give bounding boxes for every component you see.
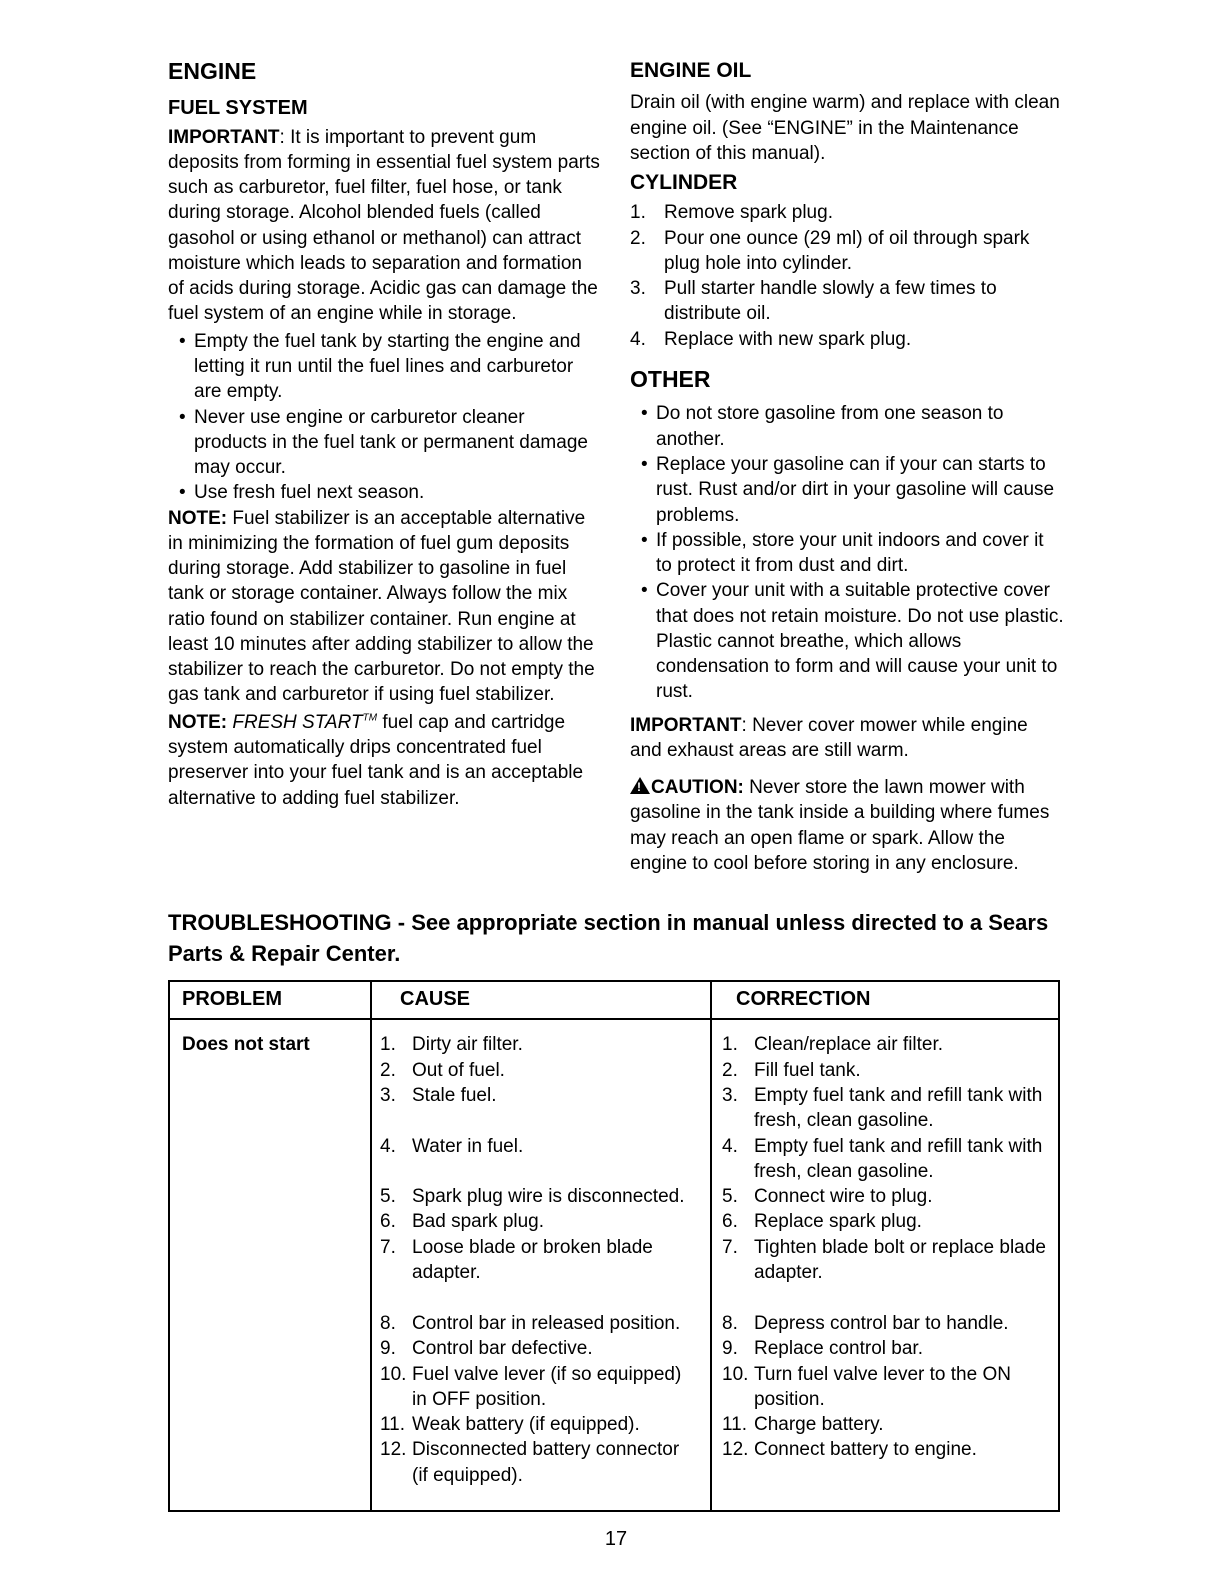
correction-number: 9.: [722, 1338, 738, 1360]
correction-text: Turn fuel valve lever to the ON position.: [754, 1363, 1011, 1410]
correction-number: 1.: [722, 1034, 738, 1056]
header-cause: CAUSE: [400, 987, 471, 1010]
important-paragraph-right: [630, 713, 1064, 764]
caution-paragraph: [630, 775, 1064, 876]
left-column: [168, 58, 602, 878]
cause-text: Out of fuel.: [412, 1059, 505, 1081]
cylinder-step-4: [630, 327, 1064, 352]
correction-text: Replace spark plug.: [754, 1211, 922, 1233]
cause-number: 9.: [380, 1338, 396, 1360]
table-row: [370, 1184, 1058, 1209]
cause-text: Disconnected battery connector (if equipped).: [412, 1439, 680, 1486]
bullet-icon: •: [641, 403, 648, 425]
correction-text: Replace control bar.: [754, 1338, 923, 1360]
header-correction: CORRECTION: [736, 987, 871, 1010]
bullet-icon: •: [179, 482, 186, 504]
bullet-text: Never use engine or carburetor cleaner products in the fuel tank or permanent damage may occur.: [194, 406, 588, 479]
bullet-icon: •: [641, 454, 648, 476]
note2-label: NOTE:: [168, 711, 228, 733]
step-text: Pull starter handle slowly a few times to distribute oil.: [664, 278, 997, 325]
bullet-text: Replace your gasoline can if your can starts to rust. Rust and/or dirt in your gasoline will cause problems.: [656, 454, 1055, 526]
fuel-bullet-2: [168, 405, 602, 481]
caution-triangle-icon: [630, 777, 650, 794]
correction-number: 12.: [722, 1439, 749, 1461]
correction-text: Clean/replace air filter.: [754, 1034, 944, 1056]
two-column-layout: [168, 58, 1064, 878]
cause-text: Control bar defective.: [412, 1338, 593, 1360]
table-row: [370, 1083, 1058, 1134]
note1-text: Fuel stabilizer is an acceptable alternative in minimizing the formation of fuel gum deposits during storage. Add stabilizer to gasoline in fuel tank or storage container. Always follow the mix ratio found on stabilizer container. Run engine at least 10 minutes after adding stabilizer to allow the stabilizer to reach the carburetor. Do not empty the gas tank and carburetor if using fuel stabilizer.: [168, 507, 595, 706]
cause-number: 11.: [380, 1414, 406, 1436]
other-bullet-3: [630, 528, 1064, 579]
header-problem: PROBLEM: [182, 987, 282, 1010]
correction-number: 5.: [722, 1186, 738, 1208]
table-header-row: [170, 982, 1058, 1021]
table-row: [370, 1235, 1058, 1286]
correction-number: 7.: [722, 1236, 738, 1258]
table-row: [370, 1362, 1058, 1413]
correction-text: Empty fuel tank and refill tank with fresh, clean gasoline.: [754, 1084, 1043, 1132]
cause-text: Water in fuel.: [412, 1135, 524, 1157]
cause-text: Spark plug wire is disconnected.: [412, 1186, 685, 1208]
troubleshooting-table: [168, 980, 1060, 1512]
note2-text: fuel cap and cartridge system automatically drips concentrated fuel preserver into your fuel tank and is an acceptable alternative to adding fuel stabilizer.: [168, 711, 584, 809]
correction-text: Tighten blade bolt or replace blade adapter.: [754, 1236, 1046, 1283]
cause-number: 6.: [380, 1211, 396, 1233]
other-bullet-1: [630, 401, 1064, 452]
cause-number: 5.: [380, 1186, 396, 1208]
important-label: IMPORTANT: [630, 714, 742, 736]
bullet-text: If possible, store your unit indoors and cover it to protect it from dust and dirt.: [656, 529, 1044, 577]
cause-text: Weak battery (if equipped).: [412, 1414, 640, 1436]
bullet-text: Cover your unit with a suitable protective cover that does not retain moisture. Do not use plastic. Plastic cannot breathe, which allows condensation to form and will cause your unit to rust.: [656, 580, 1064, 703]
cause-text: Fuel valve lever (if so equipped) in OFF position.: [412, 1363, 682, 1410]
fuel-bullet-3: [168, 480, 602, 505]
table-row: [370, 1311, 1058, 1336]
problem-cell: Does not start: [182, 1034, 310, 1056]
note1-label: NOTE:: [168, 507, 228, 529]
cause-number: 7.: [380, 1236, 396, 1258]
bullet-icon: •: [641, 580, 648, 602]
important-label: IMPORTANT: [168, 126, 280, 148]
right-column: [630, 58, 1064, 878]
caution-label: CAUTION:: [651, 777, 744, 799]
cause-correction-rows: [370, 1032, 1058, 1488]
engine-oil-heading: ENGINE OIL: [630, 59, 752, 82]
bullet-icon: •: [179, 406, 186, 428]
other-bullet-2: [630, 452, 1064, 528]
fuel-system-heading: FUEL SYSTEM: [168, 96, 308, 119]
table-row: [370, 1134, 1058, 1185]
bullet-icon: •: [179, 330, 186, 352]
step-number: 2.: [630, 227, 646, 249]
trademark-symbol: TM: [362, 712, 378, 724]
table-row: [370, 1058, 1058, 1083]
correction-text: Connect wire to plug.: [754, 1186, 933, 1208]
important-text: : Never cover mower while engine and exhaust areas are still warm.: [630, 714, 1028, 761]
correction-number: 8.: [722, 1313, 738, 1335]
table-row: [370, 1412, 1058, 1437]
table-divider: [370, 982, 372, 1510]
cause-number: 1.: [380, 1034, 396, 1056]
note1-paragraph: [168, 506, 602, 708]
cause-number: 10.: [380, 1363, 407, 1385]
cylinder-step-3: [630, 276, 1064, 327]
cause-number: 8.: [380, 1313, 396, 1335]
correction-number: 6.: [722, 1211, 738, 1233]
step-text: Pour one ounce (29 ml) of oil through spark plug hole into cylinder.: [664, 227, 1030, 274]
correction-text: Empty fuel tank and refill tank with fresh, clean gasoline.: [754, 1135, 1043, 1182]
cause-number: 4.: [380, 1135, 396, 1157]
important-text: : It is important to prevent gum deposits from forming in essential fuel system parts such as carburetor, fuel filter, fuel hose, or tank during storage. Alcohol blended fuels (called gasohol or using ethanol or methanol) can attract moisture which leads to separation and formation of acids during storage. Acidic gas can damage the fuel system of an engine while in storage.: [168, 126, 600, 325]
cylinder-step-1: [630, 200, 1064, 225]
table-row: [370, 1209, 1058, 1234]
cause-number: 3.: [380, 1084, 396, 1106]
bullet-icon: •: [641, 529, 648, 551]
other-heading: OTHER: [630, 365, 711, 392]
cause-number: 12.: [380, 1439, 407, 1461]
table-body: [170, 1020, 1058, 1510]
cause-text: Control bar in released position.: [412, 1313, 681, 1335]
correction-number: 10.: [722, 1363, 749, 1385]
fresh-start-name: FRESH START: [227, 711, 363, 733]
troubleshooting-title: TROUBLESHOOTING - See appropriate section in manual unless directed to a Sears Parts & Repair Center.: [168, 910, 1049, 967]
page-number: 17: [604, 1527, 628, 1550]
correction-text: Connect battery to engine.: [754, 1439, 977, 1461]
step-text: Remove spark plug.: [664, 202, 833, 224]
correction-text: Charge battery.: [754, 1414, 884, 1436]
cause-text: Dirty air filter.: [412, 1034, 523, 1056]
table-divider: [710, 982, 712, 1510]
step-text: Replace with new spark plug.: [664, 328, 912, 350]
table-row: [370, 1336, 1058, 1361]
correction-text: Fill fuel tank.: [754, 1059, 861, 1081]
important-paragraph: [168, 125, 602, 327]
bullet-text: Do not store gasoline from one season to another.: [656, 403, 1004, 450]
fuel-bullet-1: [168, 329, 602, 405]
cause-text: Bad spark plug.: [412, 1211, 545, 1233]
step-number: 4.: [630, 328, 646, 350]
engine-heading: ENGINE: [168, 58, 257, 84]
cylinder-heading: CYLINDER: [630, 171, 738, 195]
caution-text: Never store the lawn mower with gasoline in the tank inside a building where fumes may reach an open flame or spark. Allow the engine to cool before storing in any enclosure.: [630, 777, 1050, 874]
note2-paragraph: [168, 710, 602, 811]
step-number: 1.: [630, 202, 646, 224]
other-bullet-4: [630, 578, 1064, 704]
bullet-text: Empty the fuel tank by starting the engine and letting it run until the fuel lines and carburetor are empty.: [194, 330, 581, 403]
bullet-text: Use fresh fuel next season.: [194, 482, 425, 504]
cause-text: Stale fuel.: [412, 1084, 497, 1106]
engine-oil-paragraph: Drain oil (with engine warm) and replace with clean engine oil. (See “ENGINE” in the Maintenance section of this manual).: [630, 92, 1060, 164]
cylinder-step-2: [630, 226, 1064, 277]
table-row: [370, 1032, 1058, 1057]
correction-number: 11.: [722, 1414, 748, 1436]
step-number: 3.: [630, 278, 646, 300]
cause-text: Loose blade or broken blade adapter.: [412, 1236, 653, 1283]
correction-number: 2.: [722, 1059, 738, 1081]
correction-text: Depress control bar to handle.: [754, 1313, 1009, 1335]
correction-number: 4.: [722, 1135, 738, 1157]
correction-number: 3.: [722, 1084, 738, 1106]
cause-number: 2.: [380, 1059, 396, 1081]
table-row: [370, 1437, 1058, 1488]
